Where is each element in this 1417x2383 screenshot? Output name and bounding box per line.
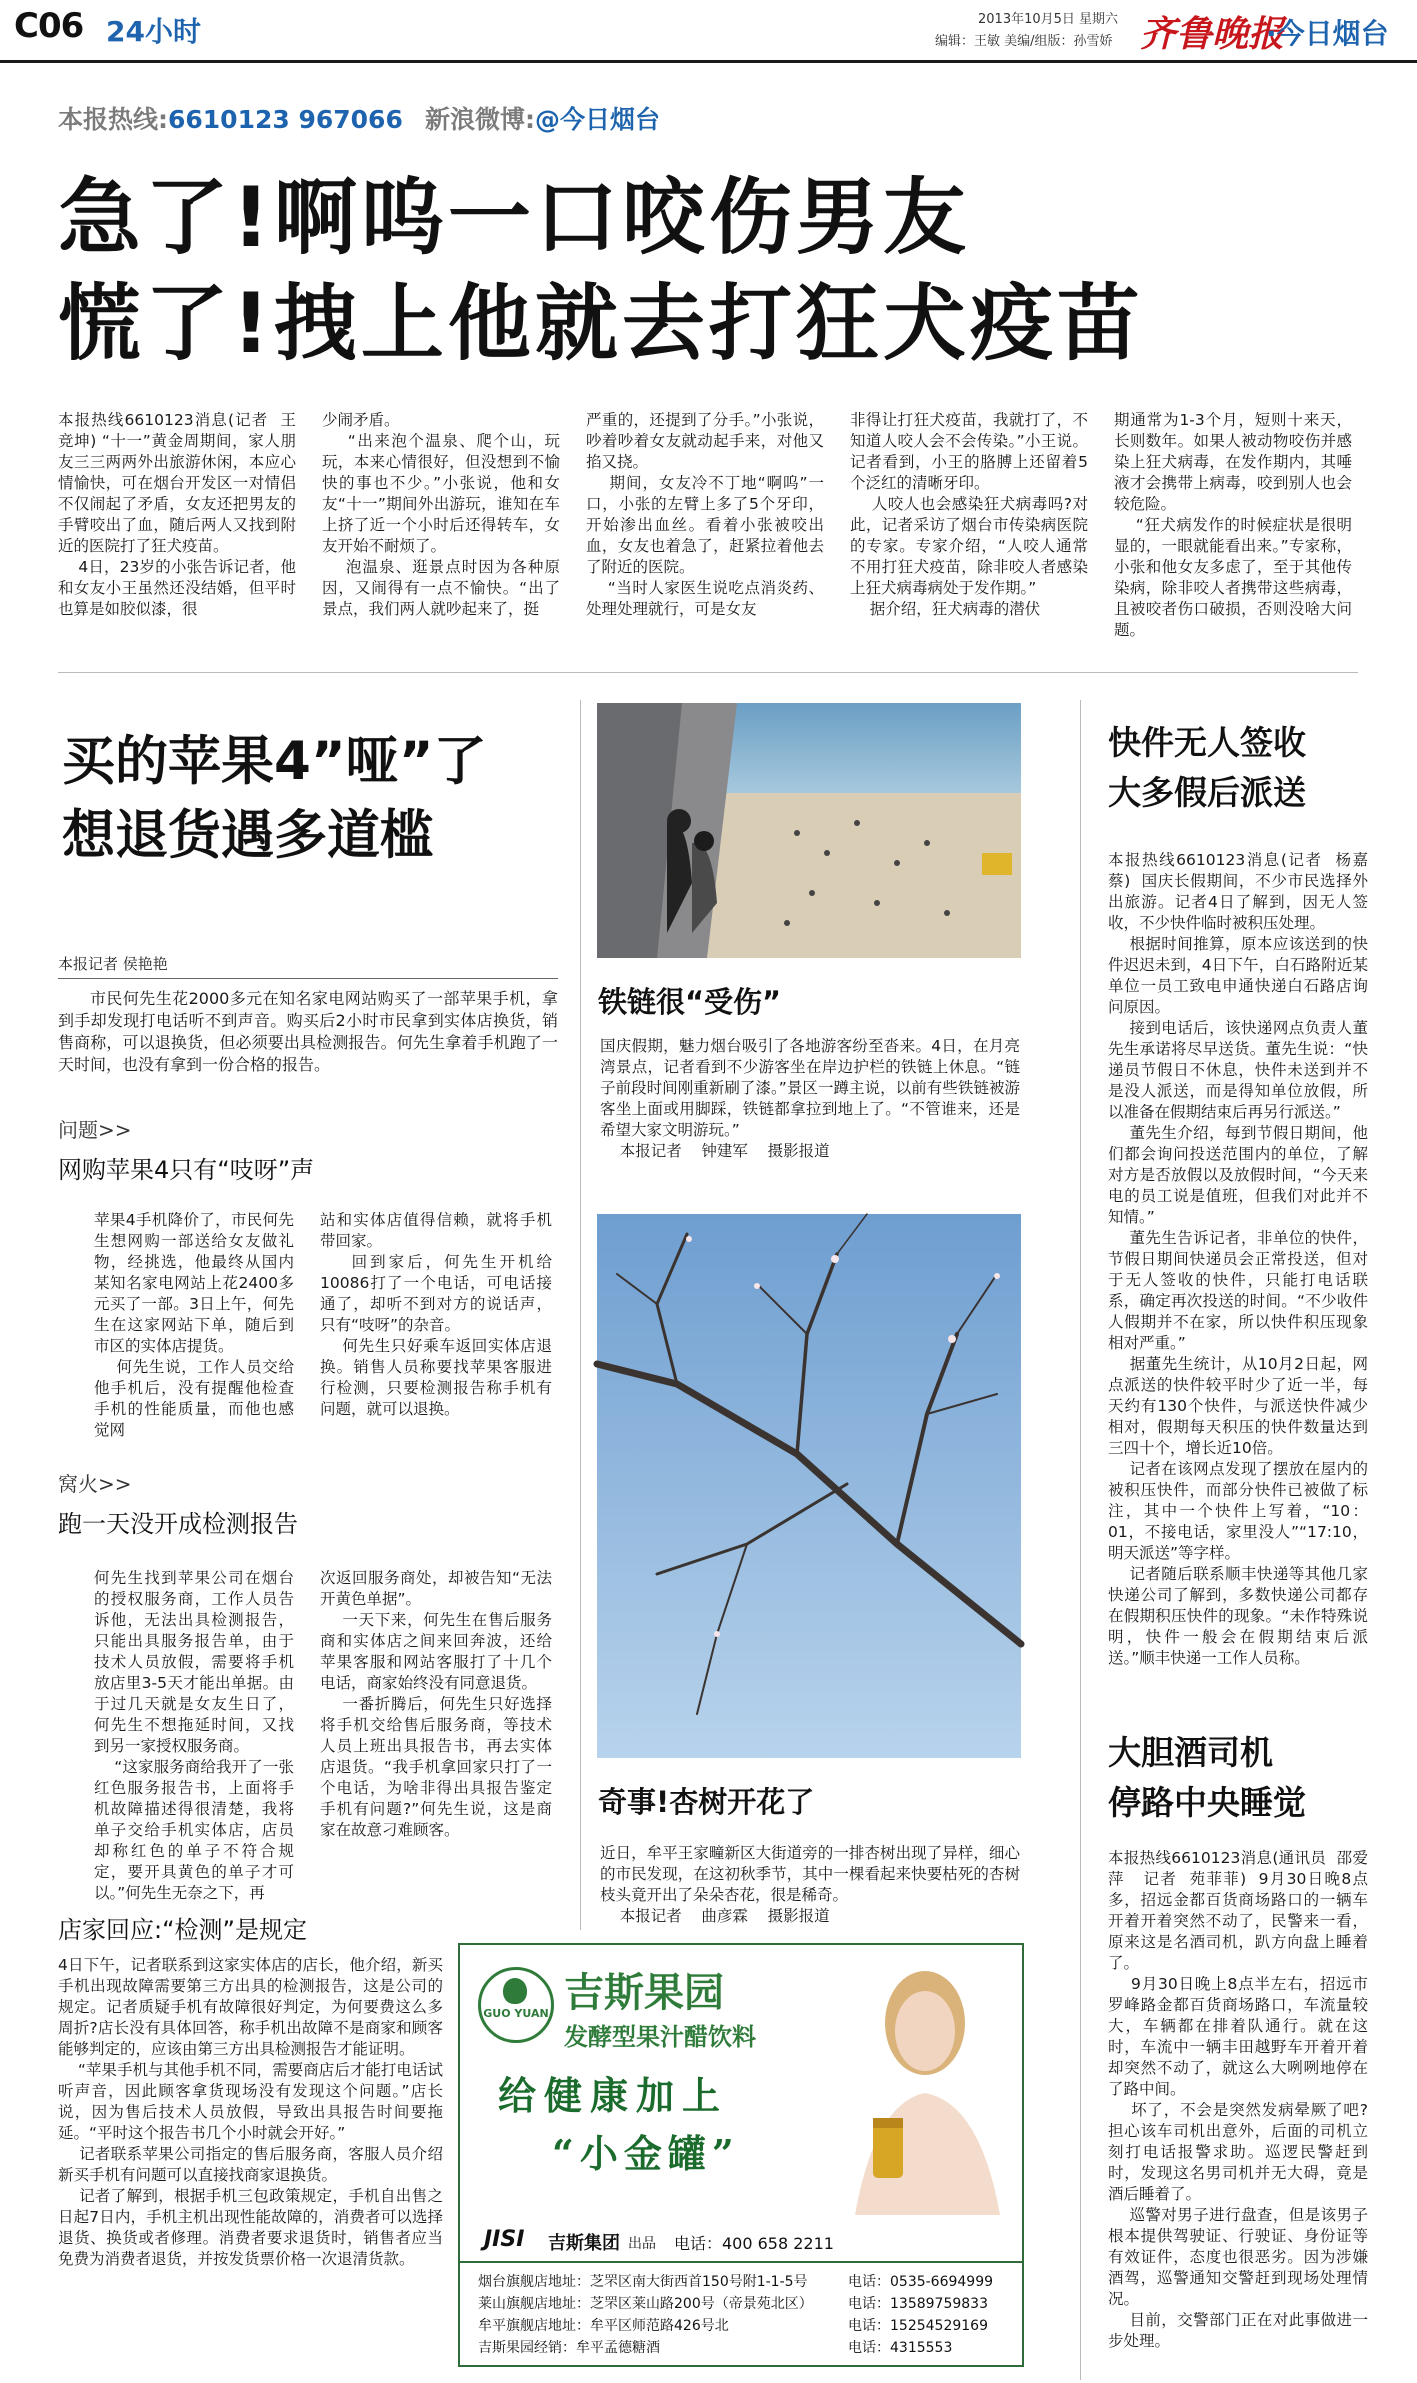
edition-name: ·今日烟台 [1266, 17, 1389, 50]
section-name: 24小时 [106, 15, 201, 48]
hotline: 本报热线:6610123 967066 [58, 105, 403, 134]
apple-sub1-title: 网购苹果4只有“吱呀”声 [58, 1156, 315, 1184]
weibo: 新浪微博:@今日烟台 [425, 105, 661, 134]
header-rule [0, 60, 1417, 63]
drunk-body: 本报热线6610123消息(通讯员 邵爱萍 记者 苑菲菲) 9月30日晚8点多，招远金都百货商场路口的一辆车开着开着突然不动了，民警来一看，原来这是名酒司机，趴方向盘上睡着了。 9月30日晚上8点半左右，招远市罗峰路金都百货商场路口，车流量较大，车辆都在排着队通行。就在这时，车流中一辆丰田越野车开着开着却突然不动了，就这么大咧咧地停在了路中间。 坏了，不会是突然发病晕厥了吧?担心该车司机出意外，后面的司机立刻打电话报警求助。巡逻民警赶到时，发现这名男司机并无大碍，竟是酒后睡着了。 巡警对男子进行盘查，但是该男子根本提供驾驶证、行驶证、身份证等有效证件，态度也很恶劣。因为涉嫌酒驾，巡警通知交警赶到现场处理情况。 目前，交警部门正在对此事做进一步处理。 [1108, 1849, 1368, 2350]
advertisement[interactable] [458, 1943, 1024, 2367]
apple-sub1-col1: 苹果4手机降价了，市民何先生想网购一部送给女友做礼物，经挑选，他最终从国内某知名家电网站上花2400多元买了一部。3日上午，何先生在这家网站下单，随后到市区的实体店提货。 何先生说，工作人员交给他手机后，没有提醒他检查手机的性能质量，而他也感觉网 [94, 1211, 294, 1439]
lead-column-4: 非得让打狂犬疫苗，我就打了，不知道人咬人会不会传染。”小王说。记者看到，小王的胳膊上还留着5个泛红的清晰牙印。 人咬人也会感染狂犬病毒吗?对此，记者采访了烟台市传染病医院的专家。专家介绍，“人咬人通常不用打狂犬疫苗，除非咬人者感染上狂犬病毒病处于发作期。” 据介绍，狂犬病毒的潜伏 [850, 411, 1088, 618]
apple-headline: 买的苹果4”哑”了 想退货遇多道槛 [62, 731, 487, 866]
lead-column-3: 严重的，还提到了分手。”小张说，吵着吵着女友就动起手来，对他又掐又挠。 期间，女友冷不丁地“啊呜”一口，小张的左臂上多了5个牙印，开始渗出血丝。看着小张被咬出血，女友也着急了，赶紧拉着他去了附近的医院。 “当时人家医生说吃点消炎药、处理处理就行，可是女友 [586, 411, 825, 618]
ad-brand: 吉斯果园 [564, 1970, 724, 2016]
apple-sub2-col2: 次返回服务商处，却被告知“无法开黄色单据”。 一天下来，何先生在售后服务商和实体店之间来回奔波，还给苹果客服和网站客服打了十几个电话，商家始终没有同意退货。 一番折腾后，何先生只好选择将手机交给售后服务商，等技术人员上班出具报告书，再去实体店退货。“我手机拿回家只打了一个电话，为啥非得出具报告鉴定手机有问题?”何先生说，这是商家在故意刁难顾客。 [320, 1569, 552, 1839]
beach-photo [597, 703, 1021, 958]
apricot-photo-image [597, 1214, 1021, 1758]
ad-group: 吉斯集团 [548, 2233, 620, 2254]
photo1-caption: 铁链很“受伤” [598, 985, 782, 1019]
lead-column-2: 少闹矛盾。 “出来泡个温泉、爬个山，玩玩，本来心情很好，但没想到不愉快的事也不少。”小张说，他和女友“十一”期间外出游玩，谁知在车上挤了近一个小时后还得转车，女友开始不耐烦了。 泡温泉、逛景点时因为各种原因，又闹得有一点不愉快。“出了景点，我们两人就吵起来了，挺 [322, 411, 560, 618]
apple-logo-icon: GUO YUAN [478, 1967, 554, 2043]
lead-column-5: 期通常为1-3个月，短则十来天，长则数年。如果人被动物咬伤并感染上狂犬病毒，在发作期内，其唾液才会携带上病毒，咬到别人也会较危险。 “狂犬病发作的时候症状是很明显的，一眼就能看出来。”专家称，小张和他女友多虑了，至于其他传染病，除非咬人者携带这些病毒，且被咬者伤口破损，否则没啥大问题。 [1114, 411, 1353, 639]
ad-divider [460, 2261, 1022, 2263]
apple-shape [503, 1978, 527, 2004]
ad-group-suffix: 出品 [628, 2236, 656, 2252]
photo2-body: 近日，牟平王家疃新区大街道旁的一排杏树出现了异样，细心的市民发现，在这初秋季节，其中一棵看起来快要枯死的杏树枝头竟开出了朵朵杏花，很是稀奇。 本报记者 曲彦霖 摄影报道 [600, 1844, 1020, 1925]
model-photo [815, 1953, 1015, 2215]
page-code: C06 [14, 6, 84, 46]
apple-sub2-label: 窝火>> [58, 1472, 132, 1496]
apple-sub1-col2: 站和实体店值得信赖，就将手机带回家。 回到家后，何先生开机给10086打了一个电话，可电话接通了，却听不到对方的说话声，只有“吱呀”的杂音。 何先生只好乘车返回实体店退换。销售人员称要找苹果客服进行检测，只要检测报告称手机有问题，就可以退换。 [320, 1211, 552, 1418]
apple-sub1-label: 问题>> [58, 1118, 132, 1142]
apple-sub2-title: 跑一天没开成检测报告 [58, 1510, 298, 1538]
group-logo: JISI [484, 2227, 525, 2252]
courier-body: 本报热线6610123消息(记者 杨嘉蔡) 国庆长假期间，不少市民选择外出旅游。记者4日了解到，因无人签收，不少快件临时被积压处理。 根据时间推算，原本应该送到的快件迟迟未到，4日下午，白石路附近某单位一员工致电申通快递白石路店询问原因。 接到电话后，该快递网点负责人董先生承诺将尽早送货。董先生说：“快递员节假日不休息，快件未送到并不是没人派送，而是得知单位放假，所以准备在假期结束后再另行派送。” 董先生介绍，每到节假日期间，他们都会询问投送范围内的单位，了解对方是否放假以及放假时间，“今天来电的员工说是值班，但我们对此并不知情。” 董先生告诉记者，非单位的快件，节假日期间快递员会正常投送，但对于无人签收的快件，只能打电话联系，确定再次投送的时间。“不少收件人假期并不在家，所以快件积压现象相对严重。” 据董先生统计，从10月2日起，网点派送的快件较平时少了近一半，每天约有130个快件，与派送快件减少相对，假期每天积压的快件数量达到三四十个，增长近10倍。 记者在该网点发现了摆放在屋内的被积压快件，而部分快件已被做了标注，其中一个快件上写着，“10：01，不接电话，家里没人”“17:10，明天派送”等字样。 记者随后联系顺丰快递等其他几家快递公司了解到，多数快递公司都存在假期积压快件的现象。“未作特殊说明，快件一般会在假期结束后派送。”顺丰快递一工作人员称。 [1108, 851, 1368, 1667]
divider [58, 978, 558, 979]
issue-date: 2013年10月5日 星期六 [978, 12, 1119, 27]
ad-hotline: 电话：400 658 2211 [674, 2234, 834, 2253]
editor-credits: 编辑：王敏 美编/组版：孙雪娇 [935, 34, 1113, 49]
column-divider [580, 700, 581, 1930]
apple-sub3-title: 店家回应:“检测”是规定 [58, 1916, 307, 1944]
photo1-body: 国庆假期，魅力烟台吸引了各地游客纷至沓来。4日，在月亮湾景点，记者看到不少游客坐在岸边护栏的铁链上休息。“链子前段时间刚重新刷了漆。”景区一蹲主说，以前有些铁链被游客坐上面或用脚踩，铁链都拿拉到地上了。“不管谁来，还是希望大家文明游玩。” 本报记者 钟建军 摄影报道 [600, 1037, 1020, 1160]
apple-byline: 本报记者 侯艳艳 [58, 955, 168, 973]
apple-lead: 市民何先生花2000多元在知名家电网站购买了一部苹果手机，拿到手却发现打电话听不到声音。购买后2小时市民拿到实体店换货，销售商称，可以退换货，但必须要出具检测报告。何先生拿着手机跑了一天时间，也没有拿到一份合格的报告。 [58, 989, 558, 1074]
photo2-caption: 奇事!杏树开花了 [598, 1785, 815, 1819]
ad-addresses: 烟台旗舰店地址：芝罘区南大街西首150号附1-1-5号 莱山旗舰店地址：芝罘区莱山路200号（帝景苑北区） 牟平旗舰店地址：牟平区师范路426号北 吉斯果园经销：牟平孟德糖酒 [478, 2274, 813, 2356]
courier-headline: 快件无人签收 大多假后派送 [1108, 723, 1306, 812]
divider [58, 672, 1358, 673]
ad-slogan-2: “小金罐” [552, 2131, 740, 2176]
ad-phones: 电话：0535-6694999 电话：13589759833 电话：15254529169 电话：4315553 [848, 2274, 994, 2356]
drunk-headline: 大胆酒司机 停路中央睡觉 [1108, 1733, 1306, 1822]
column-divider [1080, 700, 1081, 2380]
lead-headline-line1: 急了!啊呜一口咬伤男友 [58, 169, 970, 266]
apple-sub2-col1: 何先生找到苹果公司在烟台的授权服务商，工作人员告诉他，无法出具检测报告，只能出具服务报告单，由于技术人员放假，需要将手机放店里3-5天才能出单据。由于过几天就是女友生日了，何先生不想拖延时间，又找到另一家授权服务商。 “这家服务商给我开了一张红色服务报告书，上面将手机故障描述得很清楚，我将单子交给手机实体店，店员却称红色的单子不符合规定，要开具黄色的单子才可以。”何先生无奈之下，再 [94, 1569, 295, 1902]
lead-headline-line2: 慌了!拽上他就去打狂犬疫苗 [58, 275, 1144, 372]
apricot-photo [597, 1214, 1021, 1758]
lead-column-1: 本报热线6610123消息(记者 王竞坤) “十一”黄金周期间，家人朋友三三两两外出旅游休闲，本应心情愉快，可在烟台开发区一对情侣不仅闹起了矛盾，女友还把男友的手臂咬出了血，随后两人又找到附近的医院打了狂犬疫苗。 4日，23岁的小张告诉记者，他和女友小王虽然还没结婚，但平时也算是如胶似漆，很 [58, 411, 296, 618]
apple-sub3-body: 4日下午，记者联系到这家实体店的店长，他介绍，新买手机出现故障需要第三方出具的检测报告，这是公司的规定。记者质疑手机有故障很好判定，为何要费这么多周折?店长没有具体回答，称手机出故障不是商家和顾客能够判定的，应该由第三方出具检测报告才能证明。 “苹果手机与其他手机不同，需要商店后才能打电话试听声音，因此顾客拿货现场没有发现这个问题。”店长说，因为售后技术人员放假，导致出具报告时间要拖延。“平时这个报告书几个小时就会开好。” 记者联系苹果公司指定的售后服务商，客服人员介绍新买手机有问题可以直接找商家退换货。 记者了解到，根据手机三包政策规定，手机自出售之日起7日内，手机主机出现性能故障的，消费者可以选择退货、换货或者修理。消费者要求退货时，销售者应当免费为消费者退货，并按发货票价格一次退清货款。 [58, 1956, 443, 2268]
beach-photo-image [597, 703, 1021, 958]
lead-headline [58, 165, 1144, 377]
ad-slogan-1: 给健康加上 [498, 2073, 729, 2118]
ad-product: 发酵型果汁醋饮料 [564, 2023, 756, 2051]
paper-logo: 齐鲁晚报 [1140, 13, 1285, 55]
